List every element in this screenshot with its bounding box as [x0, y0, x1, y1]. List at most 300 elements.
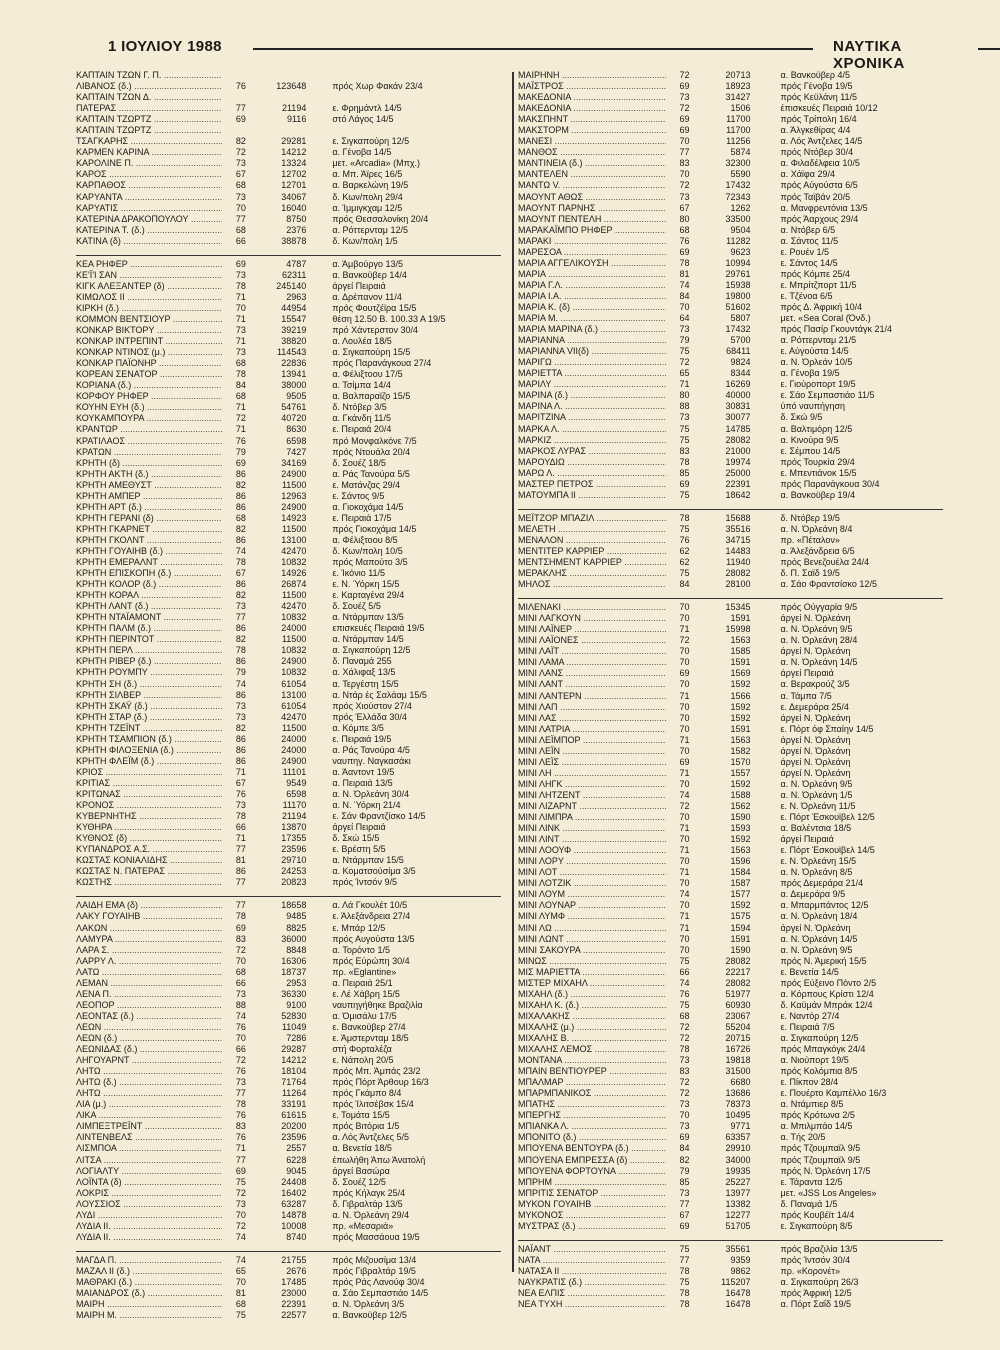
build-year: 75: [235, 1176, 246, 1187]
ship-status: στό Λάγος 14/5: [332, 114, 394, 125]
build-year: 75: [679, 423, 690, 434]
tonnage: 12277: [725, 1209, 751, 1220]
ship-name: ΜΙΧΑΗΛ (δ.) .....: [518, 989, 666, 1000]
ship-row: [76, 1033, 508, 1044]
tonnage: 1591: [730, 723, 751, 734]
tonnage: 18658: [281, 900, 307, 911]
ship-name: ΚΡΗΤΗ ΠΑΛΜ (δ.) .....: [76, 623, 222, 634]
tonnage: 5874: [730, 147, 751, 158]
tonnage: 71764: [281, 1077, 307, 1088]
ship-row: [76, 336, 508, 347]
tonnage: 1562: [730, 801, 751, 811]
ship-status: α. Βαλπαραϊζο 15/5: [332, 391, 411, 402]
build-year: 76: [235, 1066, 246, 1077]
ship-row: [76, 524, 508, 535]
ship-status: πρός Κουβέϊτ 14/4: [780, 1209, 855, 1220]
page-header: [108, 38, 938, 72]
build-year: 73: [235, 269, 246, 280]
build-year: 69: [679, 478, 690, 489]
ship-status: α. Σάο Σεμπαστιάο 14/5: [332, 1288, 429, 1299]
ship-row: [76, 612, 508, 623]
ship-status: α. Λός Άντζελες 5/5: [332, 1132, 410, 1143]
ship-row: [518, 856, 948, 867]
tonnage: 1592: [730, 834, 751, 845]
ship-name: ΜΑΚΕΔΟΝΙΑ .....: [518, 103, 666, 114]
ship-row: [518, 457, 948, 468]
build-year: 70: [679, 856, 690, 867]
ship-status: α. Δρέπανον 11/4: [332, 291, 402, 302]
ship-name: ΚΑΤΕΡΙΝΑ Τ. (δ.) .....: [76, 225, 222, 236]
ship-row: [518, 1255, 948, 1266]
tonnage: 34169: [281, 457, 307, 468]
ship-status: ε. Σάν Φραντζίσκο 14/5: [332, 811, 426, 822]
ship-row: [518, 1266, 948, 1277]
ship-status: ε. Βρέστη 5/5: [332, 844, 386, 855]
tonnage: 20823: [281, 877, 307, 888]
ship-row: [76, 369, 508, 380]
ship-status: ε. Φρημάντλ 14/5: [332, 103, 402, 114]
ship-name: ΜΙΝΙ ΛΑΪΤ .....: [518, 646, 666, 657]
ship-row: [518, 1077, 948, 1088]
ship-row: [518, 180, 948, 191]
build-year: 75: [679, 955, 690, 966]
build-year: 68: [235, 1299, 246, 1310]
ship-name: ΜΑΣΤΕΡ ΠΕΤΡΟΣ .....: [518, 479, 666, 490]
ship-name: ΛΕΟΝΤΑΣ (δ.) .....: [76, 1011, 222, 1022]
ship-status: ε. Πειραιά 20/4: [332, 424, 392, 435]
build-year: 86: [235, 744, 246, 755]
ship-name: ΜΙΝΙ ΛΥΜΦ .....: [518, 911, 666, 922]
ship-status: άργεί Πειραιά: [332, 822, 386, 833]
build-year: 70: [679, 169, 690, 180]
ship-status: δ. Π. Σαϊδ 19/5: [780, 568, 840, 579]
build-year: 88: [679, 401, 690, 412]
tonnage: 1563: [730, 635, 751, 646]
ship-status: ε. Λέ Χάβρη 15/5: [332, 988, 400, 999]
ship-row: [518, 945, 948, 956]
tonnage: 10832: [281, 667, 307, 678]
ship-row: [518, 1188, 948, 1199]
ship-row: [76, 1044, 508, 1055]
build-year: 86: [235, 579, 246, 590]
ship-status: πρός Βενεζουέλα 24/4: [780, 557, 870, 568]
ship-row: [518, 889, 948, 900]
ship-row: [76, 70, 508, 81]
tonnage: 60930: [725, 999, 751, 1010]
ship-name: ΜΙΝΙ ΛΑΣ .....: [518, 713, 666, 724]
ship-name: ΛΑΙΔΗ ΕΜΑ (δ) .....: [76, 900, 222, 911]
ship-name: ΜΙΝΙ ΛΕΪΝ .....: [518, 746, 666, 757]
build-year: 83: [235, 1121, 246, 1132]
build-year: 84: [679, 1143, 690, 1154]
ship-name: ΜΑΝΘΟΣ .....: [518, 147, 666, 158]
tonnage: 6598: [286, 789, 307, 799]
tonnage: 54761: [281, 402, 307, 413]
ship-status: α. Σιγκαπούρη 26/3: [780, 1276, 859, 1287]
ship-status: πρ. «Κορονέτ»: [780, 1265, 840, 1276]
ship-status: α. Πόρτ Σαΐδ 19/5: [780, 1299, 852, 1310]
ship-row: [518, 1088, 948, 1099]
ship-name: ΜΕΝΑΛΟΝ .....: [518, 535, 666, 546]
build-year: 84: [679, 579, 690, 590]
ship-name: ΜΠΟΥΕΝΑ ΕΜΠΡΕΣΣΑ (δ) .....: [518, 1155, 666, 1166]
tonnage: 5807: [730, 313, 751, 324]
build-year: 66: [235, 822, 246, 833]
build-year: 78: [235, 911, 246, 922]
tonnage: 11500: [281, 634, 307, 645]
ship-name: ΚΙΡΚΗ (δ.) .....: [76, 303, 222, 314]
tonnage: 9824: [730, 357, 751, 368]
ship-name: ΚΡΑΤΙΛΑΟΣ .....: [76, 436, 222, 447]
build-year: 76: [235, 789, 246, 799]
tonnage: 21000: [725, 445, 751, 456]
ship-row: [76, 579, 508, 590]
build-year: 86: [235, 468, 246, 479]
build-year: 76: [235, 1021, 246, 1032]
ship-name: ΚΩΣΤΑΣ Ν. ΠΑΤΕΡΑΣ .....: [76, 866, 222, 877]
build-year: 75: [679, 346, 690, 357]
ship-status: α. Βανκοϋβερ 12/5: [332, 1310, 407, 1321]
tonnage: 22391: [281, 1299, 307, 1310]
ship-name: ΚΑΡΥΑΤΙΣ .....: [76, 203, 222, 214]
build-year: 72: [679, 103, 690, 114]
tonnage: 40000: [725, 390, 751, 401]
build-year: 73: [235, 191, 246, 202]
ship-status: α. Λουλέα 18/5: [332, 336, 392, 347]
tonnage: 1592: [730, 900, 751, 911]
ship-row: [76, 767, 508, 778]
build-year: 77: [235, 900, 246, 911]
ship-row: [518, 713, 948, 724]
ship-name: ΜΑΙΡΗ Μ. .....: [76, 1310, 222, 1321]
ship-status: ε. Πόρτ όφ Σπαίην 14/5: [780, 723, 874, 734]
build-year: 62: [679, 545, 690, 556]
ship-status: άργεί Ν. Όρλεάνη: [780, 767, 851, 778]
build-year: 68: [235, 966, 246, 977]
ship-name: ΚΡΗΤΗ ΚΟΛΟΡ (δ.) .....: [76, 579, 222, 590]
ship-name: ΜΙΝΙ ΛΑΤΡΙΑ .....: [518, 724, 666, 735]
ship-status: ε. Ματάνζας 29/4: [332, 479, 401, 490]
tonnage: 33191: [281, 1099, 307, 1110]
build-year: 72: [679, 180, 690, 191]
build-year: 78: [235, 280, 246, 291]
ship-row: [76, 679, 508, 690]
ship-status: ε. Πειραιά 19/5: [332, 733, 392, 744]
ship-status: δ. Κων/πολη 29/4: [332, 191, 403, 202]
tonnage: 23596: [281, 1132, 307, 1143]
ship-status: πρός Μιζουσίμα 13/4: [332, 1254, 417, 1265]
ship-status: α. Μανφρεντόνια 13/5: [780, 202, 868, 213]
build-year: 75: [679, 434, 690, 445]
build-year: 77: [235, 1088, 246, 1099]
ship-name: ΜΑΡΙΝΑ (δ.) .....: [518, 390, 666, 401]
build-year: 84: [235, 380, 246, 391]
ship-name: ΜΑΡΙΝΑ Λ. .....: [518, 401, 666, 412]
ship-status: πρός Τζουμπαϊλ 9/5: [780, 1143, 861, 1154]
tonnage: 1591: [730, 613, 751, 624]
ship-status: α. Ν. Ύόρκη 21/4: [332, 800, 401, 811]
tonnage: 35516: [725, 523, 751, 534]
ship-row: [76, 568, 508, 579]
ship-name: ΜΑΡΩ Λ. .....: [518, 468, 666, 479]
ship-name: ΜΙΣΤΕΡ ΜΙΧΑΗΛ .....: [518, 978, 666, 989]
build-year: 72: [235, 1055, 246, 1066]
ship-row: [76, 391, 508, 402]
build-year: 77: [235, 612, 246, 623]
ship-row: [76, 667, 508, 678]
ship-name: ΝΑΤΑ .....: [518, 1255, 666, 1266]
ship-row: [76, 413, 508, 424]
build-year: 73: [235, 711, 246, 722]
ship-row: [76, 92, 508, 103]
ship-name: ΜΑΡΙΑ .....: [518, 269, 666, 280]
ship-row: [76, 745, 508, 756]
build-year: 74: [679, 977, 690, 988]
build-year: 83: [679, 445, 690, 456]
ship-status: ε. Σιγκαπούρη 8/5: [780, 1220, 853, 1231]
ship-row: [76, 866, 508, 877]
ship-name: ΜΙΝΙ ΛΑΓΚΟΥΝ .....: [518, 613, 666, 624]
tonnage: 28082: [725, 955, 751, 966]
ship-status: πρός Εύξεινο Πόντο 2/5: [780, 977, 877, 988]
build-year: 78: [679, 1288, 690, 1299]
ship-group: [518, 513, 948, 590]
build-year: 88: [235, 999, 246, 1010]
tonnage: 33500: [725, 213, 751, 224]
build-year: 68: [235, 180, 246, 191]
ship-name: ΜΠΑΡΜΠΑΝΙΚΟΣ .....: [518, 1088, 666, 1099]
ship-status: α. Ν. Όρλεάνη 18/4: [780, 911, 858, 922]
ship-row: [518, 668, 948, 679]
build-year: 70: [679, 301, 690, 312]
build-year: 66: [235, 977, 246, 988]
ship-status: α. Ν. Όρλεάνη 29/4: [332, 1209, 410, 1220]
build-year: 77: [679, 1198, 690, 1209]
ship-row: [518, 1132, 948, 1143]
ship-name: ΛΑΡΡΥ Λ. .....: [76, 956, 222, 967]
ship-row: [76, 956, 508, 967]
tonnage: 24253: [281, 866, 307, 877]
ship-name: ΜΑΡΙΑ Μ. .....: [518, 313, 666, 324]
ship-name: ΜΠΙΑΝΚΑ Λ. .....: [518, 1121, 666, 1132]
ship-row: [518, 923, 948, 934]
ship-name: ΚΕΑ ΡΗΦΕΡ .....: [76, 259, 222, 270]
tonnage: 36330: [281, 988, 307, 999]
ship-row: [76, 169, 508, 180]
ship-row: [76, 1066, 508, 1077]
tonnage: 51977: [725, 988, 751, 999]
build-year: 72: [235, 413, 246, 424]
build-year: 76: [679, 235, 690, 246]
tonnage: 8848: [286, 944, 307, 955]
ship-name: ΚΩΣΤΗΣ .....: [76, 877, 222, 888]
ship-name: ΚΡΗΤΗ ΝΤΑΪΑΜΟΝΤ .....: [76, 612, 222, 623]
build-year: 71: [679, 379, 690, 390]
build-year: 69: [679, 756, 690, 767]
ship-row: [76, 1277, 508, 1288]
ship-status: ε. Πόρτ Έσκουϊβελ 12/5: [780, 812, 875, 823]
tonnage: 11256: [726, 136, 751, 147]
ship-row: [76, 822, 508, 833]
tonnage: 16402: [281, 1187, 307, 1198]
tonnage: 24900: [281, 468, 307, 479]
ship-name: ΚΡΗΤΗ (δ) .....: [76, 458, 222, 469]
build-year: 69: [235, 922, 246, 933]
tonnage: 1506: [730, 103, 751, 114]
build-year: 66: [235, 235, 246, 246]
ship-name: ΚΡΗΤΗ ΡΟΥΜΠΥ .....: [76, 667, 222, 678]
tonnage: 28082: [725, 568, 751, 579]
ship-status: α. Βενετία 18/5: [332, 1143, 392, 1154]
ship-status: έπωλήθη Άπω Άνατολή: [332, 1154, 426, 1165]
ship-name: ΚΟΝΚΑΡ ΒΙΚΤΟΡΥ .....: [76, 325, 222, 336]
ship-row: [76, 480, 508, 491]
ship-status: δ. Σκώ 15/5: [332, 833, 380, 844]
ship-status: α. Μπιλμπάο 14/5: [780, 1121, 853, 1132]
ship-status: πρός Χιούστον 27/4: [332, 700, 412, 711]
build-year: 65: [235, 1265, 246, 1276]
ship-name: ΚΥΠΑΝΔΡΟΣ Α.Σ. .....: [76, 844, 222, 855]
ship-row: [518, 302, 948, 313]
ship-name: ΚΡΗΤΗ ΡΙΒΕΡ (δ.) .....: [76, 656, 222, 667]
ship-status: ναυπηγήθηκε Βραζιλία: [332, 999, 423, 1010]
build-year: 77: [235, 213, 246, 224]
tonnage: 25000: [725, 467, 751, 478]
ship-row: [76, 147, 508, 158]
ship-row: [518, 956, 948, 967]
ship-status: πρός Ίντσόν 9/5: [332, 877, 397, 888]
ship-status: πρός Δεμεράρα 21/4: [780, 878, 864, 889]
build-year: 74: [679, 889, 690, 900]
tonnage: 13100: [281, 689, 307, 700]
ship-name: ΜΠΡΙΤΙΣ ΣΕΝΑΤΟΡ .....: [518, 1188, 666, 1199]
ship-name: ΜΙΝΙ ΣΑΚΟΥΡΑ .....: [518, 945, 666, 956]
ship-row: [76, 236, 508, 247]
build-year: 71: [679, 624, 690, 635]
ship-name: ΚΡΗΤΗ ΣΤΑΡ (δ.) .....: [76, 712, 222, 723]
ship-status: πρό Χάντερστον 30/4: [332, 325, 419, 336]
ship-row: [518, 1143, 948, 1154]
build-year: 70: [679, 723, 690, 734]
ship-status: α. Ντάρμπαν 13/5: [332, 612, 404, 623]
build-year: 76: [235, 1110, 246, 1121]
ship-name: ΚΑΠΤΑΙΝ ΤΖΩΡΤΖ .....: [76, 114, 222, 125]
ship-name: ΚΟΡΦΟΥ ΡΗΦΕΡ .....: [76, 391, 222, 402]
ship-row: [76, 180, 508, 191]
ship-row: [518, 779, 948, 790]
build-year: 69: [679, 1220, 690, 1231]
build-year: 70: [235, 202, 246, 213]
build-year: 81: [235, 1288, 246, 1299]
build-year: 73: [679, 191, 690, 202]
build-year: 69: [679, 81, 690, 92]
tonnage: 1592: [730, 701, 751, 712]
tonnage: 1594: [730, 922, 751, 933]
ship-row: [76, 778, 508, 789]
tonnage: 123648: [276, 81, 307, 92]
ship-row: [518, 823, 948, 834]
build-year: 76: [235, 1132, 246, 1143]
ship-row: [518, 346, 948, 357]
build-year: 74: [235, 545, 246, 556]
build-year: 71: [679, 922, 690, 933]
tonnage: 12702: [281, 169, 307, 180]
ship-group: [76, 1255, 508, 1321]
tonnage: 16306: [281, 955, 307, 966]
ship-group: [76, 900, 508, 1242]
ship-status: δ. Κων/πολη 1/5: [332, 235, 398, 246]
tonnage: 11170: [282, 800, 307, 811]
build-year: 86: [235, 534, 246, 545]
build-year: 72: [679, 635, 690, 646]
ship-row: [518, 978, 948, 989]
build-year: 67: [679, 1209, 690, 1220]
ship-status: α. Ν. Όρλεάνη 1/5: [780, 789, 853, 800]
tonnage: 38000: [281, 380, 307, 391]
ship-group: [76, 259, 508, 889]
ship-name: ΛΕΩΝ (δ.) .....: [76, 1033, 222, 1044]
ship-name: ΜΑΡΙΑ Γ.Λ. .....: [518, 280, 666, 291]
tonnage: 1566: [730, 690, 751, 701]
ship-row: [518, 236, 948, 247]
ship-name: ΜΑΡΙΑ ΜΑΡΙΝΑ (δ.) .....: [518, 324, 666, 335]
tonnage: 29910: [725, 1143, 751, 1154]
ship-status: α. Σιγκαπούρη 12/5: [332, 645, 411, 656]
ship-status: πρός Κήλαγκ 25/4: [332, 1187, 406, 1198]
ship-status: πρός Ταϊβάν 20/5: [780, 191, 851, 202]
ship-row: [518, 1011, 948, 1022]
ship-status: επισκευές Πειραιά 19/5: [332, 623, 425, 634]
ship-row: [518, 691, 948, 702]
tonnage: 1591: [730, 657, 751, 668]
ship-name: ΛΕΝΑ Π. .....: [76, 989, 222, 1000]
build-year: 76: [679, 534, 690, 545]
tonnage: 62311: [281, 269, 307, 280]
build-year: 65: [679, 368, 690, 379]
ship-status: α. Ντόβερ 6/5: [780, 224, 836, 235]
ship-status: δ. Σκώ 9/5: [780, 412, 823, 423]
tonnage: 52830: [281, 1010, 307, 1021]
ship-status: α. Τορόντο 1/5: [332, 944, 390, 955]
build-year: 71: [235, 313, 246, 324]
ship-row: [518, 203, 948, 214]
build-year: 70: [679, 701, 690, 712]
ship-row: [76, 945, 508, 956]
build-year: 72: [679, 801, 690, 811]
tonnage: 2376: [286, 224, 307, 235]
ship-row: [76, 811, 508, 822]
build-year: 86: [235, 623, 246, 634]
ship-row: [76, 900, 508, 911]
ship-status: ε. Μπάρ 12/5: [332, 922, 386, 933]
ship-row: [518, 401, 948, 412]
tonnage: 30831: [725, 401, 751, 412]
ship-row: [518, 646, 948, 657]
tonnage: 20713: [725, 70, 751, 80]
ship-status: δ. Καϋμάν Μπράκ 12/4: [780, 999, 873, 1010]
ship-name: ΚΡΗΤΗ ΠΕΡΛ .....: [76, 645, 222, 656]
tonnage: 6598: [286, 435, 307, 446]
ship-name: ΛΑΚΥ ΓΟΥΑΙΗΒ .....: [76, 911, 222, 922]
tonnage: 14212: [281, 147, 307, 158]
ship-row: [76, 158, 508, 169]
ship-row: [76, 1255, 508, 1266]
ship-row: [518, 1177, 948, 1188]
ship-status: πρός Άαρχους 29/4: [780, 213, 859, 224]
ship-row: [518, 169, 948, 180]
ship-name: ΛΗΤΩ .....: [76, 1088, 222, 1099]
build-year: 70: [235, 955, 246, 966]
